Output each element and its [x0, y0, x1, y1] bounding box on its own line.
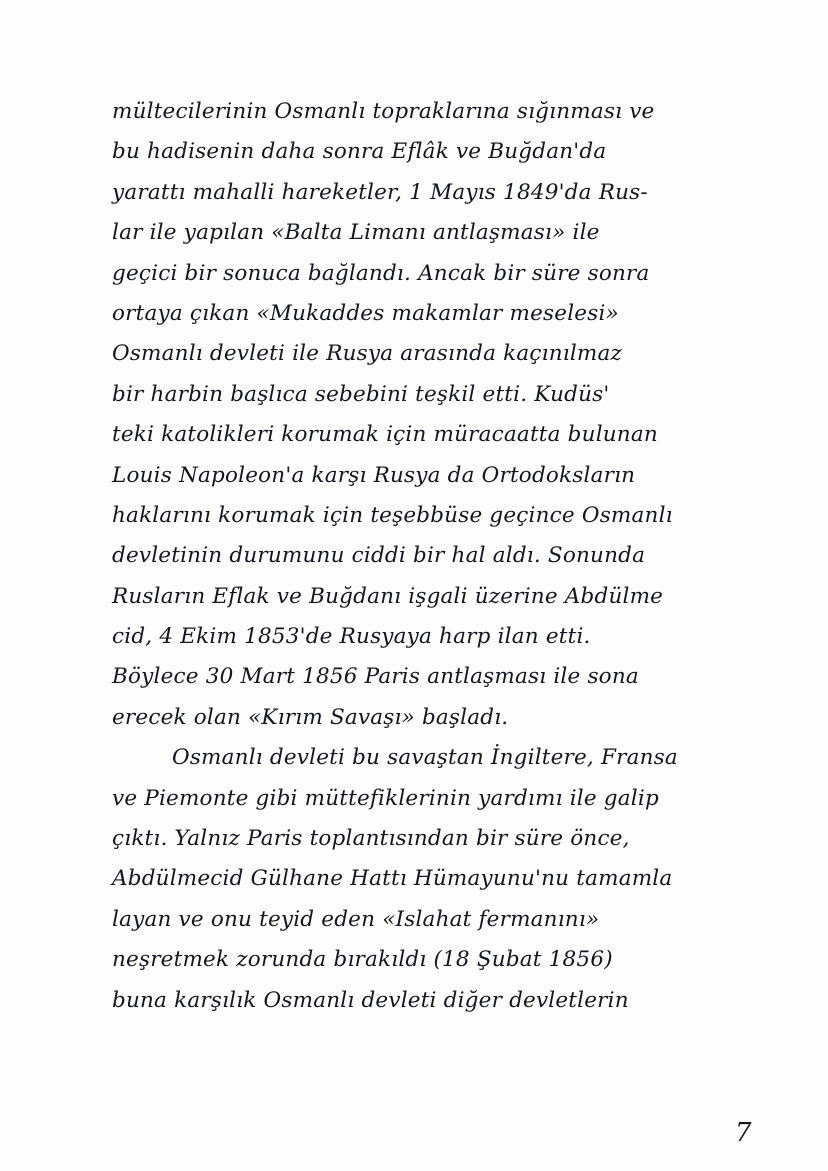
text-line: mültecilerinin Osmanlı topraklarına sığınması ve	[112, 99, 655, 124]
paragraph-start-line: Osmanlı devleti bu savaştan İngiltere, Fransa	[172, 745, 678, 771]
text-line: ortaya çıkan «Mukaddes makamlar meselesi»	[112, 300, 619, 326]
text-line: Osmanlı devleti ile Rusya arasında kaçınılmaz	[112, 341, 623, 367]
text-line: layan ve onu teyid eden «Islahat fermanını»	[112, 906, 600, 932]
text-line: Rusların Eflak ve Buğdanı işgali üzerine Abdülme	[112, 583, 664, 609]
text-line: buna karşılık Osmanlı devleti diğer devletlerin	[112, 987, 629, 1013]
text-line: Louis Napoleon'a karşı Rusya da Ortodoksların	[112, 462, 636, 488]
text-line: Böylece 30 Mart 1856 Paris antlaşması ile sona	[112, 664, 639, 690]
text-line: teki katolikleri korumak için müracaatta bulunan	[112, 422, 658, 448]
text-line: lar ile yapılan «Balta Limanı antlaşması» ile	[112, 220, 600, 246]
text-line: yarattı mahalli hareketler, 1 Mayıs 1849'da Rus-	[112, 179, 648, 205]
text-line: cid, 4 Ekim 1853'de Rusyaya harp ilan etti.	[112, 624, 591, 650]
page-number: 7	[735, 1118, 752, 1148]
text-line: ve Piemonte gibi müttefiklerinin yardımı ile galip	[112, 785, 659, 811]
text-line: erecek olan «Kırım Savaşı» başladı.	[112, 704, 509, 730]
text-line: devletinin durumunu ciddi bir hal aldı. Sonunda	[112, 543, 646, 569]
text-line: çıktı. Yalnız Paris toplantısından bir süre önce,	[112, 826, 630, 852]
text-line: haklarını korumak için teşebbüse geçince Osmanlı	[112, 502, 673, 528]
text-line: Abdülmecid Gülhane Hattı Hümayunu'nu tamamla	[112, 866, 673, 892]
text-line: bu hadisenin daha sonra Eflâk ve Buğdan'da	[112, 139, 607, 165]
handwritten-text-block	[112, 92, 812, 1021]
text-line: bir harbin başlıca sebebini teşkil etti. Kudüs'	[112, 381, 610, 407]
text-line: neşretmek zorunda bırakıldı (18 Şubat 1856)	[112, 947, 613, 973]
text-line: geçici bir sonuca bağlandı. Ancak bir süre sonra	[112, 260, 650, 286]
